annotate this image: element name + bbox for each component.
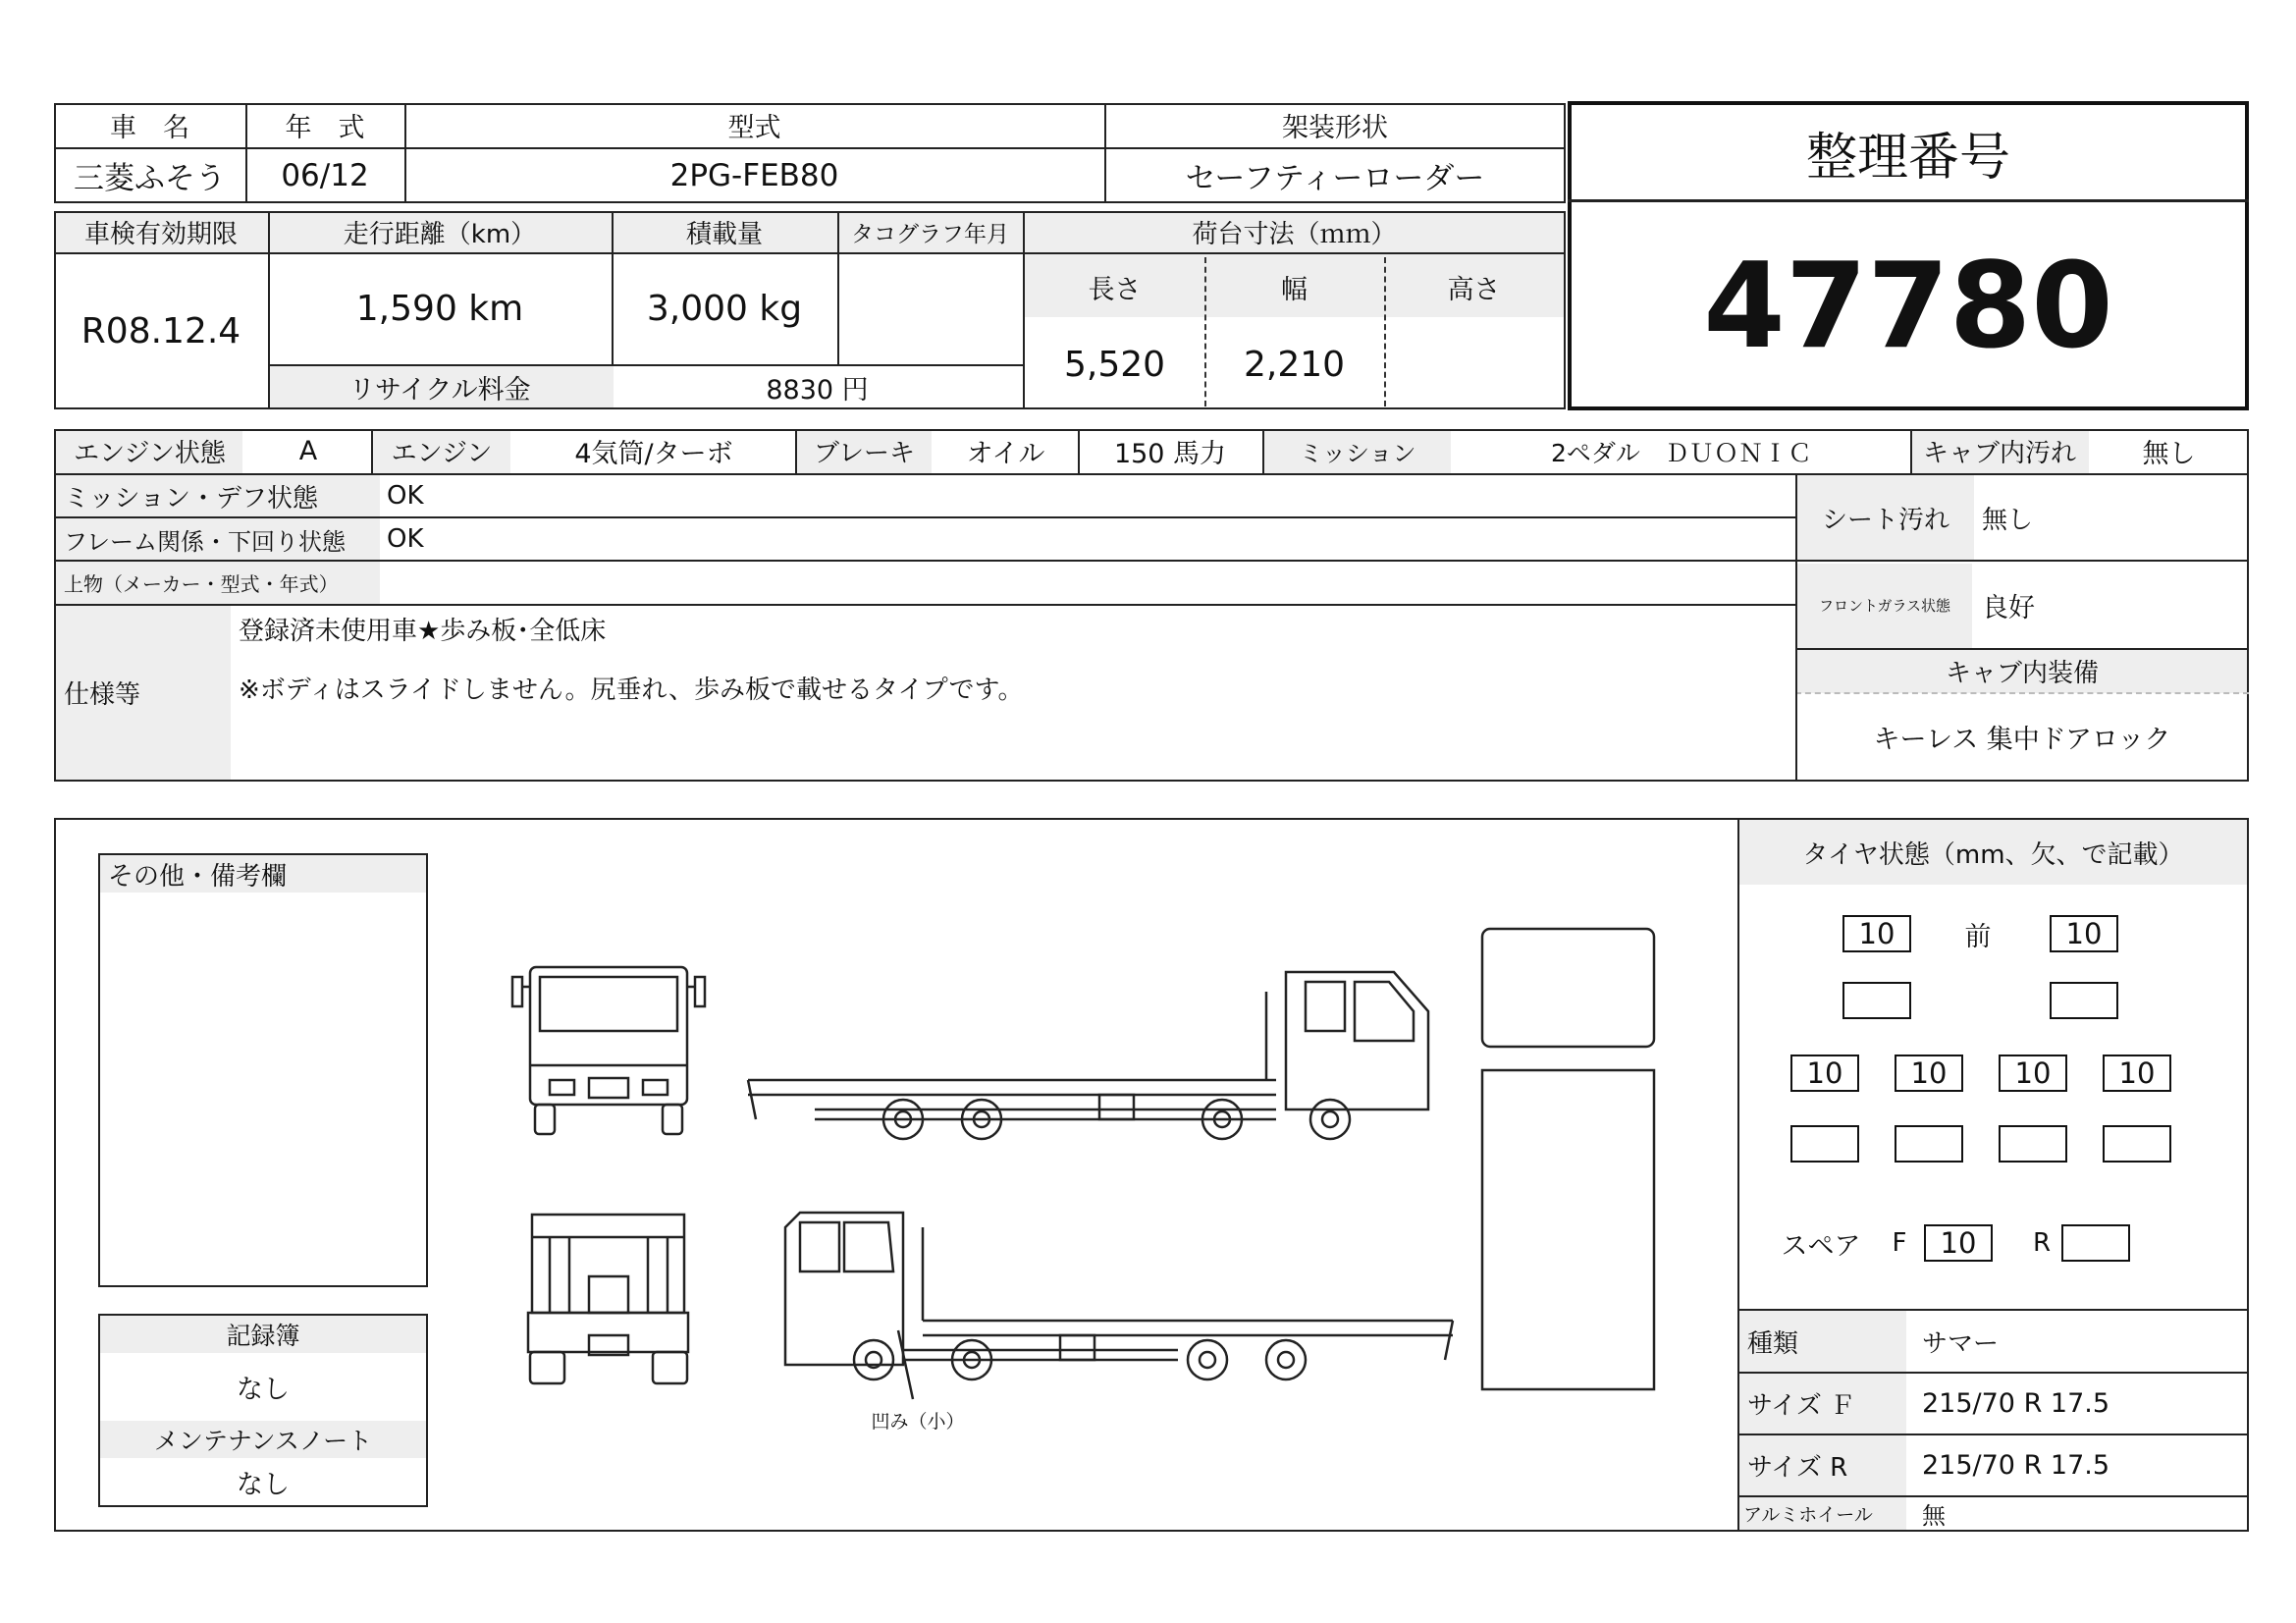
maintenance-note-header: メンテナンスノート [153,1427,373,1455]
engine-state-value: A [298,436,318,466]
brake-header: ブレーキ [814,439,915,468]
inspection-header: 車検有効期限 [83,219,238,249]
engine-value: 4気筒/ターボ [574,439,733,469]
remarks-header: その他・備考欄 [108,861,288,892]
tire-front-right: 10 [2050,915,2118,952]
spec-notes-line2: ※ボディはスライドしません。尻垂れ、歩み板で載せるタイプです。 [239,675,1024,705]
tire-rear-3: 10 [1999,1055,2067,1092]
inspection-date: R08.12.4 [80,310,241,352]
truck-front-view [512,967,705,1134]
record-book-value: なし [237,1375,290,1405]
mission-def-header: ミッション・デフ状態 [64,483,318,514]
vehicle-name: 三菱ふそう [74,161,226,196]
tire-status-header: タイヤ状態（mm、欠、で記載） [1802,839,2184,870]
mileage-header: 走行距離（km） [343,219,537,249]
spare-label: スペア [1781,1230,1861,1262]
seat-dirt-header: シート汚れ [1821,505,1949,535]
cab-equipment-value: キーレス 集中ドアロック [1873,725,2171,755]
tire-size-r-header: サイズ R [1747,1453,1848,1483]
length-header: 長さ [1088,274,1142,305]
mission-value: 2ペダル ＤＵＯＮＩＣ [1551,438,1812,467]
tire-rear-5 [1790,1125,1859,1163]
windshield-value: 良好 [1982,592,2035,623]
tire-rear-8 [2103,1125,2171,1163]
seiri-number: 47780 [1703,239,2113,375]
spare-f-value: 10 [1924,1224,1993,1262]
mileage-value: 1,590 km [355,288,524,329]
upper-body-header: 上物（メーカー・型式・年式） [64,572,339,596]
record-book-header: 記録簿 [226,1322,300,1350]
truck-rear-view [528,1215,688,1383]
vehicle-body-type: セーフティーローダー [1185,161,1485,196]
tire-rear-6 [1895,1125,1963,1163]
tire-size-f-header: サイズ Ｆ [1747,1391,1856,1421]
seat-dirt-value: 無し [1982,505,2034,535]
length-value: 5,520 [1063,344,1166,385]
body-type-header: 架装形状 [1282,113,1388,143]
width-value: 2,210 [1243,344,1346,385]
model-header: 型式 [727,113,781,143]
load-value: 3,000 kg [646,288,803,329]
tire-rear-7 [1999,1125,2067,1163]
horsepower-value: 150 馬力 [1113,439,1227,469]
tire-rear-2: 10 [1895,1055,1963,1092]
vehicle-model: 2PG-FEB80 [669,157,839,193]
truck-side-view-bottom [785,1213,1453,1399]
bed-size-header: 荷台寸法（ｍｍ） [1192,219,1397,249]
brake-value: オイル [966,439,1045,469]
cab-dirt-header: キャブ内汚れ [1922,439,2076,468]
tire-front-left: 10 [1842,915,1911,952]
cab-equipment-header: キャブ内装備 [1945,659,2099,688]
vehicle-year: 06/12 [281,157,369,193]
year-header: 年 式 [285,113,365,143]
frame-value: OK [387,524,424,554]
spare-r-label: R [2032,1228,2052,1258]
tire-type-header: 種類 [1747,1328,1799,1359]
truck-side-view-top [748,972,1428,1139]
alumi-wheel-header: アルミホイール [1743,1504,1873,1526]
mission-def-value: OK [387,481,424,511]
tire-rear-1: 10 [1790,1055,1859,1092]
recycle-header: リサイクル料金 [348,374,531,406]
alumi-wheel-value: 無 [1922,1502,1946,1530]
seiri-label: 整理番号 [1805,128,2010,188]
bed-top-view-front [1482,929,1654,1047]
tacho-header: タコグラフ年月 [851,221,1009,247]
bed-top-view-rear [1482,1070,1654,1389]
front-label: 前 [1964,921,1992,952]
maintenance-note-value: なし [237,1470,290,1500]
spec-notes-header: 仕様等 [64,680,141,710]
spec-notes-line1: 登録済未使用車★歩み板･全低床 [239,616,607,646]
tire-front-right-inner [2050,982,2118,1019]
tire-type-value: サマー [1922,1328,2000,1359]
spare-f-label: F [1892,1228,1907,1258]
tire-size-f-value: 215/70 R 17.5 [1922,1388,2110,1419]
tire-front-left-inner [1842,982,1911,1019]
recycle-value: 8830 円 [766,374,869,406]
tire-size-r-value: 215/70 R 17.5 [1922,1450,2110,1481]
engine-header: エンジン [391,439,493,468]
vehicle-name-header: 車 名 [110,113,189,143]
frame-header: フレーム関係・下回り状態 [64,527,347,556]
dent-annotation: 凹み（小） [871,1410,965,1433]
windshield-header: フロントガラス状態 [1818,596,1951,615]
cab-dirt-value: 無し [2142,439,2196,469]
width-header: 幅 [1281,274,1308,305]
height-header: 高さ [1447,274,1501,305]
tire-rear-4: 10 [2103,1055,2171,1092]
load-header: 積載量 [685,219,763,249]
mission-header: ミッション [1299,440,1416,467]
engine-state-header: エンジン状態 [74,439,226,468]
spare-r-value [2061,1224,2130,1262]
